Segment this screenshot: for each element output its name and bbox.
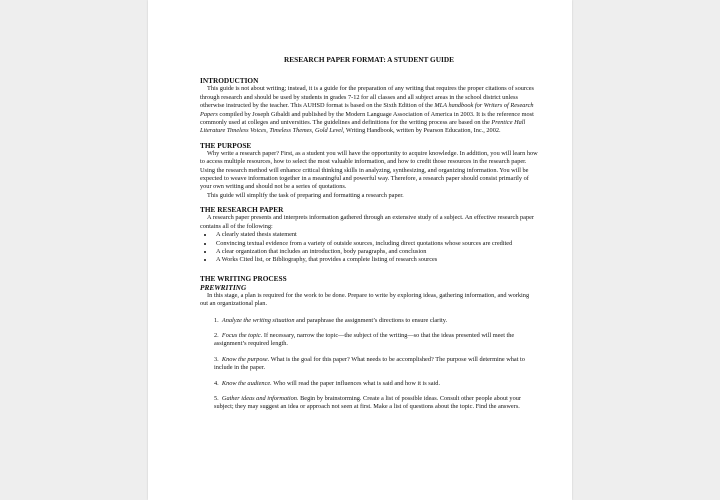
step-lead: Know the audience.: [221, 379, 272, 387]
step-lead: Focus the topic.: [221, 331, 263, 339]
document-page: [148, 0, 572, 500]
step-number: 5.: [214, 394, 219, 402]
prewriting-steps: [200, 317, 538, 412]
list-item: • Convincing textual evidence from a variety of outside sources, including direct quotations whose sources are credited: [214, 240, 538, 248]
prewriting-paragraph: In this stage, a plan is required for the work to be done. Prepare to write by exploring ideas, gathering information, and working out an organizational plan.: [200, 291, 530, 308]
step-text: Begin by brainstorming. Create a list of possible ideas. Consult other people about your subject; they may suggest an idea or approach not seen at first. Make a list of questions about the topic. Find the answers.: [214, 394, 521, 411]
list-item: • A Works Cited list, or Bibliography, that provides a complete listing of research sources: [214, 256, 538, 264]
step-text: Who will read the paper influences what is said and how it is said.: [271, 379, 441, 387]
list-item: [212, 395, 538, 412]
list-item: [212, 356, 538, 373]
step-number: 1.: [214, 316, 219, 324]
step-number: 4.: [214, 379, 219, 387]
intro-text-c: , Writing Handbook, written by Pearson Education, Inc., 2002.: [342, 127, 501, 135]
intro-text-b: compiled by Joseph Gibaldi and published by the Modern Language Association of America in 2003. It is the reference most commonly used at colleges and universities. The guidelines and definitions for the writing process are based on the: [200, 110, 534, 127]
step-text: If necessary, narrow the topic—the subject of the writing—so that the ideas presented will meet the assignment’s required length.: [214, 331, 515, 348]
mla-handbook-title: MLA handbook for Writers of Research Papers: [200, 102, 534, 118]
requirements-list: [200, 231, 538, 265]
step-text: What is the goal for this paper? What needs to be accomplished? The purpose will determine what to include in the paper.: [214, 355, 525, 372]
step-number: 2.: [214, 331, 219, 339]
step-number: 3.: [214, 355, 219, 363]
list-item: [212, 380, 538, 388]
step-lead: Know the purpose.: [221, 355, 270, 363]
writing-process-heading: THE WRITING PROCESS: [200, 273, 287, 283]
research-paper-paragraph: A research paper presents and interprets information gathered through an extensive study of a subject. An effective research paper contains all of the following:: [200, 214, 535, 230]
purpose-paragraph: Why write a research paper? First, as a student you will have the opportunity to acquire knowledge. In addition, you will learn how to access multiple resources, how to select the most valuable information, and how to credit those resources in the research paper. Using the research method will enhance critical thinking skills in analyzing, synthesizing, and organizing information. You will be expected to weave information together in a meaningful and powerful way. Therefore, a research paper should consist primarily of your own writing and should not be a series of quotations.: [200, 149, 538, 191]
prentice-hall-title: Prentice Hall Literature Timeless Voices, Timeless Themes, Gold Level: [200, 119, 526, 135]
intro-heading: INTRODUCTION: [200, 76, 259, 86]
list-item: [212, 317, 538, 325]
list-item: • A clearly stated thesis statement: [214, 231, 538, 239]
step-text: and paraphrase the assignment’s directions to ensure clarity.: [294, 316, 448, 324]
research-paper-heading: THE RESEARCH PAPER: [200, 205, 284, 215]
intro-text-a: This guide is not about writing; instead, it is a guide for the preparation of any writing that requires the proper citations of sources through research and should be used by students in grades 7-12 for all classes and all subject areas in the school district unless otherwise instructed by the teacher. This AUHSD format is based on the Sixth Edition of the: [200, 85, 535, 110]
purpose-heading: THE PURPOSE: [200, 140, 252, 150]
purpose-paragraph-2: This guide will simplify the task of preparing and formatting a research paper.: [207, 191, 404, 199]
document-content: [200, 56, 538, 412]
prewriting-subheading: PREWRITING: [200, 282, 247, 292]
step-lead: Gather ideas and information.: [221, 394, 299, 402]
intro-paragraph: [200, 85, 538, 135]
document-title: RESEARCH PAPER FORMAT: A STUDENT GUIDE: [284, 55, 454, 64]
step-lead: Analyze the writing situation: [221, 316, 295, 324]
list-item: [212, 332, 538, 349]
list-item: • A clear organization that includes an introduction, body paragraphs, and conclusion: [214, 248, 538, 256]
